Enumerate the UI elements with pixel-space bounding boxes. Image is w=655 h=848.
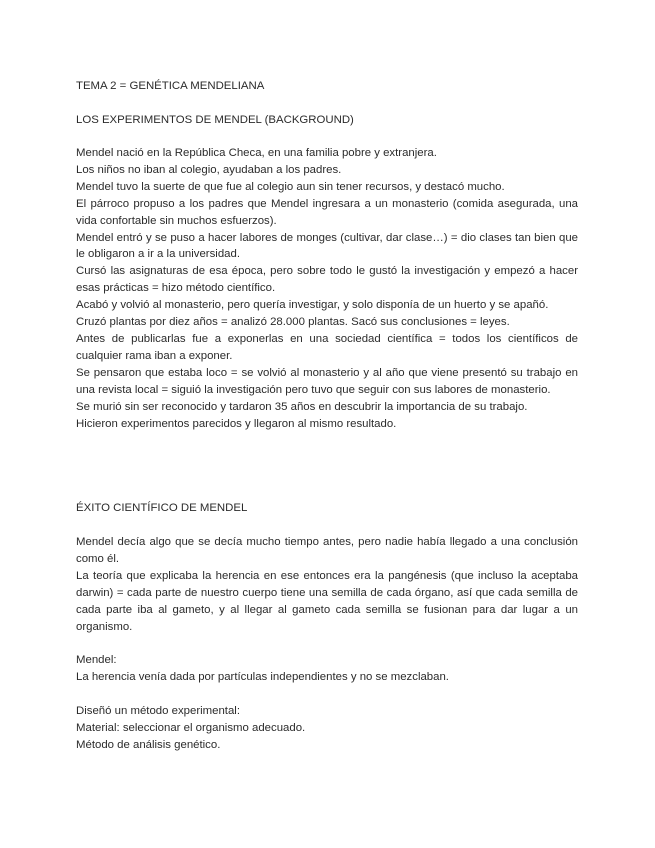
mendel-label: Mendel:: [76, 654, 117, 667]
paragraph: Mendel entró y se puso a hacer labores de monges (cultivar, dar clase…) = dio clases tan bien que le obligaron a ir a la universidad.: [76, 231, 578, 261]
section-heading-experiments: LOS EXPERIMENTOS DE MENDEL (BACKGROUND): [76, 114, 354, 126]
method-item: Método de análisis genético.: [76, 739, 221, 752]
document-title: TEMA 2 = GENÉTICA MENDELIANA: [76, 80, 265, 92]
paragraph: Se murió sin ser reconocido y tardaron 35 años en descubrir la importancia de su trabajo.: [76, 400, 528, 413]
paragraph: Cruzó plantas por diez años = analizó 28.000 plantas. Sacó sus conclusiones = leyes.: [76, 316, 510, 329]
spacer: [76, 635, 578, 652]
paragraph: Acabó y volvió al monasterio, pero quería investigar, y solo disponía de un huerto y se apañó.: [76, 299, 549, 312]
paragraph: La herencia venía dada por partículas independientes y no se mezclaban.: [76, 671, 449, 684]
paragraph: Mendel tuvo la suerte de que fue al colegio aun sin tener recursos, y destacó mucho.: [76, 180, 505, 193]
paragraph: Se pensaron que estaba loco = se volvió al monasterio y al año que viene presentó su trabajo en una revista local = siguió la investigación pero tuvo que seguir con sus labores de monasterio.: [76, 366, 578, 396]
paragraph: Antes de publicarlas fue a exponerlas en una sociedad científica = todos los científicos de cualquier rama iban a exponer.: [76, 332, 578, 362]
paragraph: La teoría que explicaba la herencia en ese entonces era la pangénesis (que incluso la aceptaba darwin) = cada parte de nuestro cuerpo tiene una semilla de cada órgano, así que cada semilla de cada parte iba al gameto, y al llegar al gameto cada semilla se fusionan para dar lugar a un organismo.: [76, 569, 578, 633]
paragraph: El párroco propuso a los padres que Mendel ingresara a un monasterio (comida asegurada, una vida confortable sin muchos esfuerzos).: [76, 197, 578, 227]
section-heading-success: ÉXITO CIENTÍFICO DE MENDEL: [76, 502, 248, 514]
paragraph: Mendel nació en la República Checa, en una familia pobre y extranjera.: [76, 147, 437, 159]
section-success-body: [76, 534, 578, 754]
paragraph: Hicieron experimentos parecidos y llegaron al mismo resultado.: [76, 417, 397, 430]
paragraph: Cursó las asignaturas de esa época, pero sobre todo le gustó la investigación y empezó a hacer esas prácticas = hizo método científico.: [76, 265, 578, 295]
paragraph: Mendel decía algo que se decía mucho tiempo antes, pero nadie había llegado a una conclusión como él.: [76, 536, 578, 565]
paragraph: Los niños no iban al colegio, ayudaban a los padres.: [76, 163, 342, 176]
section-experiments-body: [76, 145, 578, 432]
method-item: Material: seleccionar el organismo adecuado.: [76, 722, 306, 735]
method-label: Diseñó un método experimental:: [76, 705, 240, 718]
spacer: [76, 686, 578, 703]
